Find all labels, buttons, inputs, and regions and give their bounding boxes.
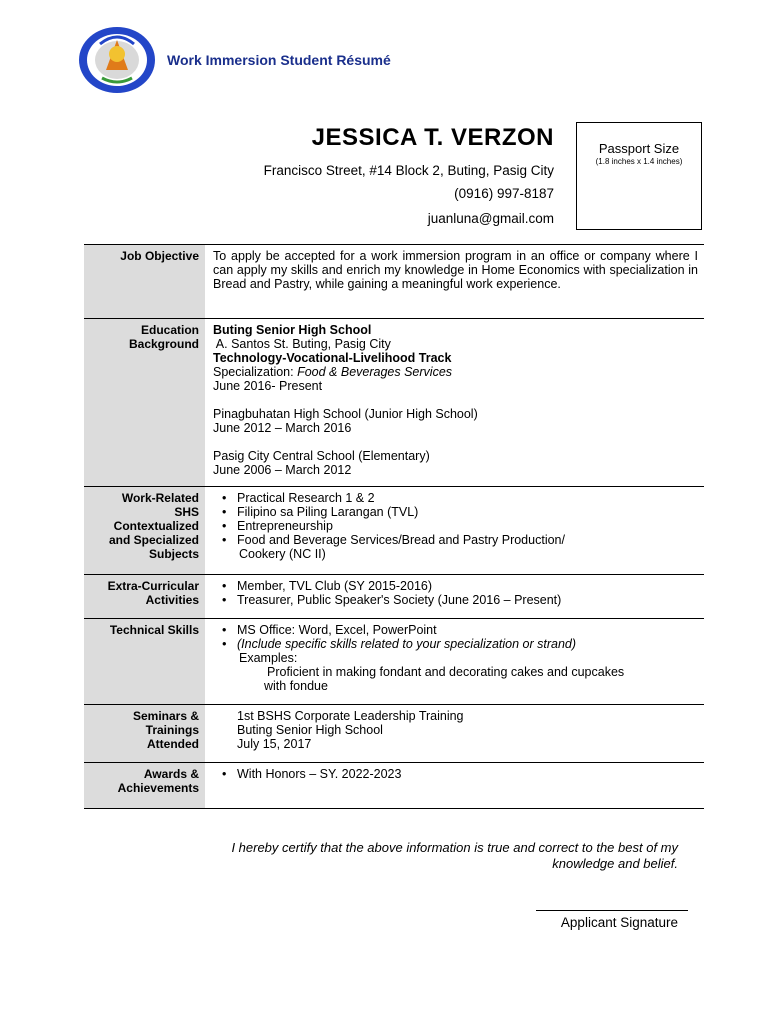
list-item: • Entrepreneurship <box>213 519 698 533</box>
section-label: Technical Skills <box>84 619 205 705</box>
passport-size-note: (1.8 inches x 1.4 inches) <box>595 157 683 166</box>
applicant-address: Francisco Street, #14 Block 2, Buting, Pasig City <box>263 163 554 178</box>
signature-line <box>536 910 688 911</box>
seminar-title: 1st BSHS Corporate Leadership Training <box>237 709 464 723</box>
job-objective-section <box>84 244 704 319</box>
education-content <box>213 323 698 477</box>
jhs-dates: June 2012 – March 2016 <box>213 421 352 435</box>
jhs-name: Pinagbuhatan High School (Junior High School) <box>213 407 478 421</box>
section-label: Extra-Curricular Activities <box>84 575 205 619</box>
seminar-venue: Buting Senior High School <box>237 723 383 737</box>
example-line: Proficient in making fondant and decorating cakes and cupcakes <box>267 665 625 679</box>
list-item: • MS Office: Word, Excel, PowerPoint <box>213 623 698 637</box>
list-item: • Member, TVL Club (SY 2015-2016) <box>213 579 698 593</box>
list-item: • Treasurer, Public Speaker's Society (June 2016 – Present) <box>213 593 698 607</box>
section-label: Education Background <box>84 319 205 487</box>
shs-track: Technology-Vocational-Livelihood Track <box>213 351 452 365</box>
list-item: • Practical Research 1 & 2 <box>213 491 698 505</box>
shs-address: A. Santos St. Buting, Pasig City <box>213 337 391 351</box>
shs-name: Buting Senior High School <box>213 323 372 337</box>
job-objective-text: To apply be accepted for a work immersion program in an office or company where I can apply my skills and enrich my knowledge in Home Economics with specialization in Bread and Pastry, while gaining a meaningful work experience. <box>213 249 698 291</box>
list-item: • (Include specific skills related to your specialization or strand) <box>213 637 698 651</box>
seminar-date: July 15, 2017 <box>237 737 312 751</box>
section-label: Job Objective <box>84 245 205 319</box>
elem-name: Pasig City Central School (Elementary) <box>213 449 430 463</box>
list-item: • With Honors – SY. 2022-2023 <box>213 767 698 781</box>
shs-specialization: Specialization: Food & Beverages Services <box>213 365 453 379</box>
table-bottom-rule <box>84 808 704 809</box>
seminars-section <box>84 704 704 763</box>
extracurricular-section <box>84 574 704 619</box>
education-section <box>84 318 704 487</box>
passport-photo-box <box>576 122 702 230</box>
school-seal-logo-icon <box>76 24 158 96</box>
list-item-continuation: Cookery (NC II) <box>239 547 326 561</box>
extracurricular-content <box>213 579 698 607</box>
awards-content <box>213 767 698 781</box>
examples-label: Examples: <box>239 651 298 665</box>
elem-dates: June 2006 – March 2012 <box>213 463 352 477</box>
seminars-content <box>213 709 698 751</box>
awards-section <box>84 762 704 809</box>
section-label: Awards & Achievements <box>84 763 205 809</box>
applicant-email: juanluna@gmail.com <box>427 211 554 226</box>
subjects-content <box>213 491 698 561</box>
list-item: • Filipino sa Piling Larangan (TVL) <box>213 505 698 519</box>
section-label: Seminars & Trainings Attended <box>84 705 205 763</box>
technical-skills-section <box>84 618 704 705</box>
applicant-name: JESSICA T. VERZON <box>311 124 554 151</box>
shs-dates: June 2016- Present <box>213 379 323 393</box>
certification-statement: I hereby certify that the above information is true and correct to the best of my knowledge and belief. <box>231 840 678 871</box>
example-line: with fondue <box>264 679 328 693</box>
section-label: Work-Related SHS Contextualized and Specialized Subjects <box>84 487 205 575</box>
technical-skills-content <box>213 623 698 693</box>
passport-label: Passport Size <box>598 141 680 156</box>
list-item: • Food and Beverage Services/Bread and Pastry Production/ <box>213 533 698 547</box>
signature-label: Applicant Signature <box>560 915 678 930</box>
applicant-phone: (0916) 997-8187 <box>454 186 554 201</box>
subjects-section <box>84 486 704 575</box>
document-title: Work Immersion Student Résumé <box>167 52 391 68</box>
